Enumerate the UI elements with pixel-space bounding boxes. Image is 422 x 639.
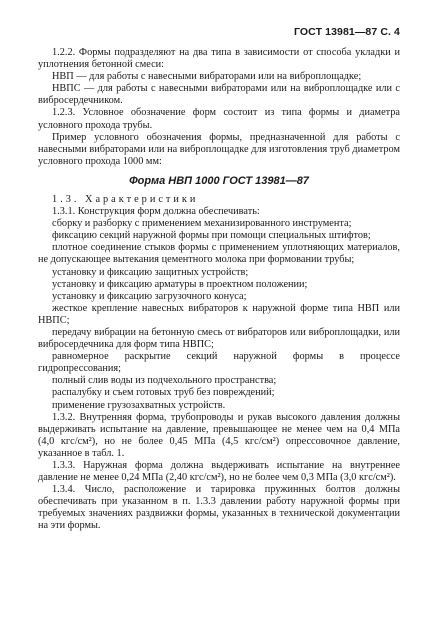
paragraph-1-3-4: 1.3.4. Число, расположение и тарировка пружинных болтов должны обеспечивать при указанном в п. 1.3.3 давлении работу наружной формы при требуемых значениях раздвижки формы, указанных в технической документации на эти формы. [38,484,400,532]
paragraph-1-2-3: 1.2.3. Условное обозначение форм состоит из типа формы и диаметра условного прохода трубы. [38,107,400,131]
paragraph-nvps-type: НВПС — для работы с навесными вибраторами или на виброплощадке или с вибросердечником. [38,83,400,107]
list-item: распалубку и съем готовых труб без повреждений; [52,387,275,399]
paragraph-1-3-3: 1.3.3. Наружная форма должна выдерживать испытание на внутреннее давление не менее 0,24 МПа (2,40 кгс/см²), но не более чем 0,3 МПа (3,0 кгс/см²). [38,460,400,484]
list-item: применение грузозахватных устройств. [52,399,226,411]
paragraph-1-3-1: 1.3.1. Конструкция форм должна обеспечивать: [52,206,260,218]
paragraph-example: Пример условного обозначения формы, предназначенной для работы с навесными вибраторами или на виброплощадке для изготовления труб диаметром условного прохода 1000 мм: [38,131,400,167]
list-item: передачу вибрации на бетонную смесь от вибраторов или виброплощадки, или вибросердечника для форм типа НВПС; [38,326,400,351]
list-item: жесткое крепление навесных вибраторов к наружной форме типа НВП или НВПС; [38,302,400,326]
list-item: установку и фиксацию защитных устройств; [52,266,249,278]
page-header: ГОСТ 13981—87 С. 4 [294,26,400,38]
paragraph-1-2-2: 1.2.2. Формы подразделяют на два типа в зависимости от способа укладки и уплотнения бетонной смеси: [38,47,400,71]
list-item: установку и фиксацию арматуры в проектном положении; [52,278,308,290]
paragraph-nvp-type: НВП — для работы с навесными вибраторами или на виброплощадке; [52,71,362,83]
paragraph-1-3-2: 1.3.2. Внутренняя форма, трубопроводы и рукав высокого давления должны выдерживать испытание на давление, превышающее не менее чем на 0,4 МПа (4,0 кгс/см²), но не более 0,45 МПа (4,5 кгс/см²) опрессовочное давление, указанное в табл. 1. [38,411,400,459]
list-item: равномерное раскрытие секций наружной формы в процессе гидропрессования; [38,351,400,375]
example-designation: Форма НВП 1000 ГОСТ 13981—87 [129,174,309,187]
list-item: установку и фиксацию загрузочного конуса; [52,290,247,302]
document-body [38,47,400,533]
list-item: сборку и разборку с применением механизированного инструмента; [52,218,352,230]
list-item: полный слив воды из подчехольного пространства; [52,375,277,387]
list-item: фиксацию секций наружной формы при помощи специальных штифтов; [52,230,371,242]
list-item: плотное соединение стыков формы с применением уплотняющих материалов, не допускающее вытекания цементного молока при формовании трубы; [38,242,400,266]
section-heading: 1.3. Характеристики [52,193,199,205]
